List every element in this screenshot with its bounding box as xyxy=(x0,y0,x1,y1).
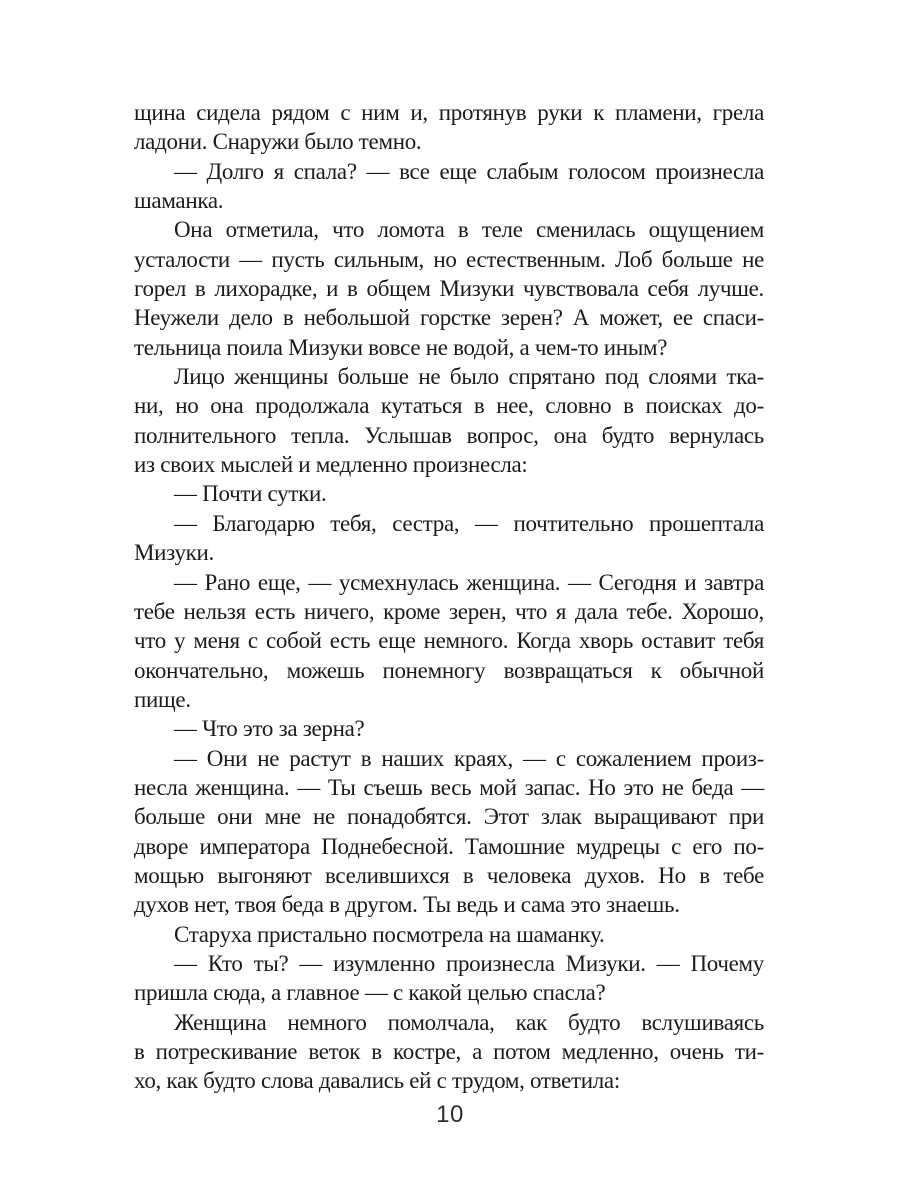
text-line: щина сидела рядом с ним и, протянув руки к пламени, грела xyxy=(134,100,764,125)
paragraph xyxy=(134,714,764,743)
paragraph xyxy=(134,949,764,1008)
text-line: что у меня с собой есть еще немного. Когда хворь оставит тебя xyxy=(134,628,764,654)
text-line: из своих мыслей и медленно произнесла: xyxy=(134,452,528,478)
text-line: — Что это за зерна? xyxy=(174,716,365,742)
text-line: тебе нельзя есть ничего, кроме зерен, что я дала тебе. Хорошо, xyxy=(134,598,764,624)
text-line: пище. xyxy=(134,686,191,712)
text-line: окончательно, можешь понемногу возвращаться к обычной xyxy=(134,657,764,683)
text-line: мощью выгоняют вселившихся в человека духов. Но в тебе xyxy=(134,862,764,888)
paragraph xyxy=(134,215,764,362)
text-line: — Почти сутки. xyxy=(174,481,327,507)
text-line: усталости — пусть сильным, но естественным. Лоб больше не xyxy=(134,246,764,272)
text-line: — Они не растут в наших краях, — с сожалением произ- xyxy=(174,745,764,771)
text-line: ни, но она продолжала кутаться в нее, словно в поисках до- xyxy=(134,393,764,419)
text-line: горел в лихорадке, и в общем Мизуки чувствовала себя лучше. xyxy=(134,276,764,302)
text-line: Мизуки. xyxy=(134,540,214,566)
paragraph xyxy=(134,479,764,508)
paragraph xyxy=(134,568,764,715)
text-line: Она отметила, что ломота в теле сменилась ощущением xyxy=(174,217,764,243)
text-line: дворе императора Поднебесной. Тамошние мудрецы с его по- xyxy=(134,833,764,859)
text-line: — Долго я спала? — все еще слабым голосом произнесла xyxy=(174,158,764,184)
text-line: хо, как будто слова давались ей с трудом, ответила: xyxy=(134,1068,620,1094)
paragraph xyxy=(134,744,764,920)
text-line: шаманка. xyxy=(134,188,224,214)
paragraph xyxy=(134,362,764,479)
text-line: — Кто ты? — изумленно произнесла Мизуки. — Почему xyxy=(174,950,764,976)
text-line: — Рано еще, — усмехнулась женщина. — Сегодня и завтра xyxy=(174,569,764,595)
paragraph xyxy=(134,920,764,949)
text-line: в потрескивание веток в костре, а потом медленно, очень ти- xyxy=(134,1039,764,1064)
text-line: полнительного тепла. Услышав вопрос, она будто вернулась xyxy=(134,422,764,448)
text-line: Старуха пристально посмотрела на шаманку. xyxy=(174,921,605,947)
text-line: Неужели дело в небольшой горстке зерен? А может, ее спаси- xyxy=(134,305,764,331)
text-line: больше они мне не понадобятся. Этот злак выращивают при xyxy=(134,804,764,830)
text-line: духов нет, твоя беда в другом. Ты ведь и сама это знаешь. xyxy=(134,892,680,918)
paragraph xyxy=(134,509,764,568)
text-line: несла женщина. — Ты съешь весь мой запас. Но это не беда — xyxy=(134,774,764,800)
text-line: Лицо женщины больше не было спрятано под слоями тка- xyxy=(174,364,764,390)
text-line: тельница поила Мизуки вовсе не водой, а чем-то иным? xyxy=(134,334,668,360)
paragraph xyxy=(134,157,764,216)
text-line: Женщина немного помолчала, как будто вслушиваясь xyxy=(174,1009,764,1035)
text-line: пришла сюда, а главное — с какой целью спасла? xyxy=(134,980,606,1006)
text-line: — Благодарю тебя, сестра, — почтительно прошептала xyxy=(174,510,764,536)
paragraph xyxy=(134,1008,764,1096)
page-number: 10 xyxy=(436,1101,464,1128)
paragraph xyxy=(134,98,764,157)
text-line: ладони. Снаружи было темно. xyxy=(134,129,422,155)
body-text xyxy=(134,98,764,1096)
